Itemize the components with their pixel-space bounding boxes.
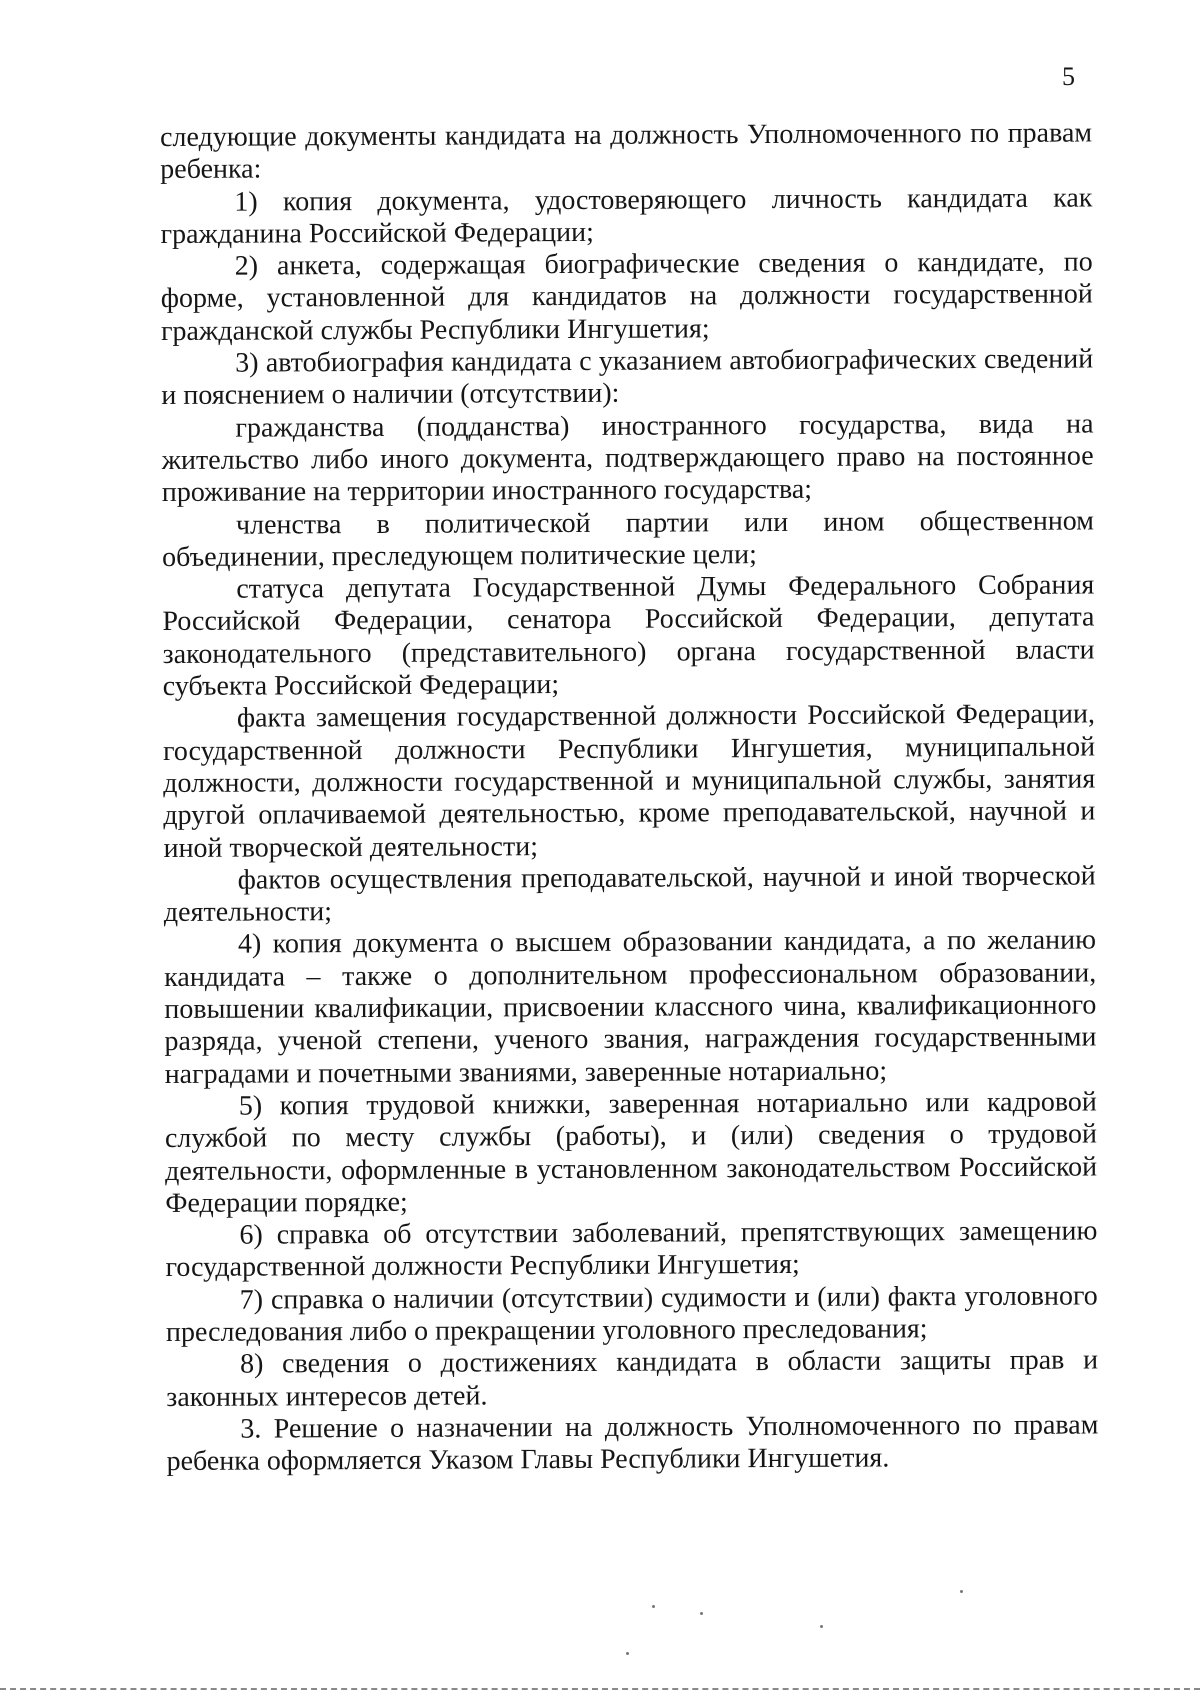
list-item-6: 6) справка об отсутствии заболеваний, препятствующих замещению государственной должности Республики Ингушетия; (165, 1215, 1098, 1284)
sub-item-citizenship: гражданства (подданства) иностранного государства, вида на жительство либо иного документа, подтверждающего право на постоянное проживание на территории иностранного государства; (161, 408, 1094, 509)
scan-speck (652, 1605, 655, 1608)
scan-speck (960, 1590, 963, 1593)
document-body (160, 117, 1099, 1478)
sub-item-creative-activity: фактов осуществления преподавательской, научной и иной творческой деятельности; (163, 860, 1096, 929)
list-item-4: 4) копия документа о высшем образовании кандидата, а по желанию кандидата – также о дополнительном профессиональном образовании, повышении квалификации, присвоении классного чина, квалификационного разряда, ученой степени, ученого звания, награждения государственными наградами и почетными званиями, заверенные нотариально; (164, 924, 1097, 1090)
sub-item-deputy-status: статуса депутата Государственной Думы Федерального Собрания Российской Федерации, сенатора Российской Федерации, депутата законодательного (представительного) органа государственной власти субъекта Российской Федерации; (162, 569, 1095, 703)
section-3-decision: 3. Решение о назначении на должность Уполномоченного по правам ребенка оформляется Указом Главы Республики Ингушетия. (166, 1409, 1099, 1478)
scan-speck (626, 1652, 629, 1655)
list-item-5: 5) копия трудовой книжки, заверенная нотариально или кадровой службой по месту службы (работы), и (или) сведения о трудовой деятельности, оформленные в установленном законодательством Российской Федерации порядке; (164, 1086, 1098, 1219)
list-item-8: 8) сведения о достижениях кандидата в области защиты прав и законных интересов детей. (166, 1344, 1099, 1413)
list-item-3: 3) автобиография кандидата с указанием автобиографических сведений и пояснением о наличии (отсутствии): (161, 343, 1094, 412)
list-item-2: 2) анкета, содержащая биографические сведения о кандидате, по форме, установленной для кандидатов на должности государственной гражданской службы Республики Ингушетия; (160, 246, 1093, 347)
list-item-7: 7) справка о наличии (отсутствии) судимости и (или) факта уголовного преследования либо о прекращении уголовного преследования; (165, 1280, 1098, 1348)
paragraph-intro: следующие документы кандидата на должность Уполномоченного по правам ребенка: (160, 117, 1093, 186)
list-item-1: 1) копия документа, удостоверяющего личность кандидата как гражданина Российской Федерации; (160, 182, 1093, 250)
page-number: 5 (1062, 62, 1075, 91)
sub-item-party-membership: членства в политической партии или ином общественном объединении, преследующем политические цели; (162, 505, 1095, 573)
scan-speck (700, 1612, 703, 1615)
scan-edge-line (0, 1688, 1200, 1690)
sub-item-public-office: факта замещения государственной должности Российской Федерации, государственной должности Республики Ингушетия, муниципальной должности, должности государственной и муниципальной службы, занятия другой оплачиваемой деятельностью, кроме преподавательской, научной и иной творческой деятельности; (162, 698, 1096, 864)
scan-speck (820, 1625, 823, 1628)
